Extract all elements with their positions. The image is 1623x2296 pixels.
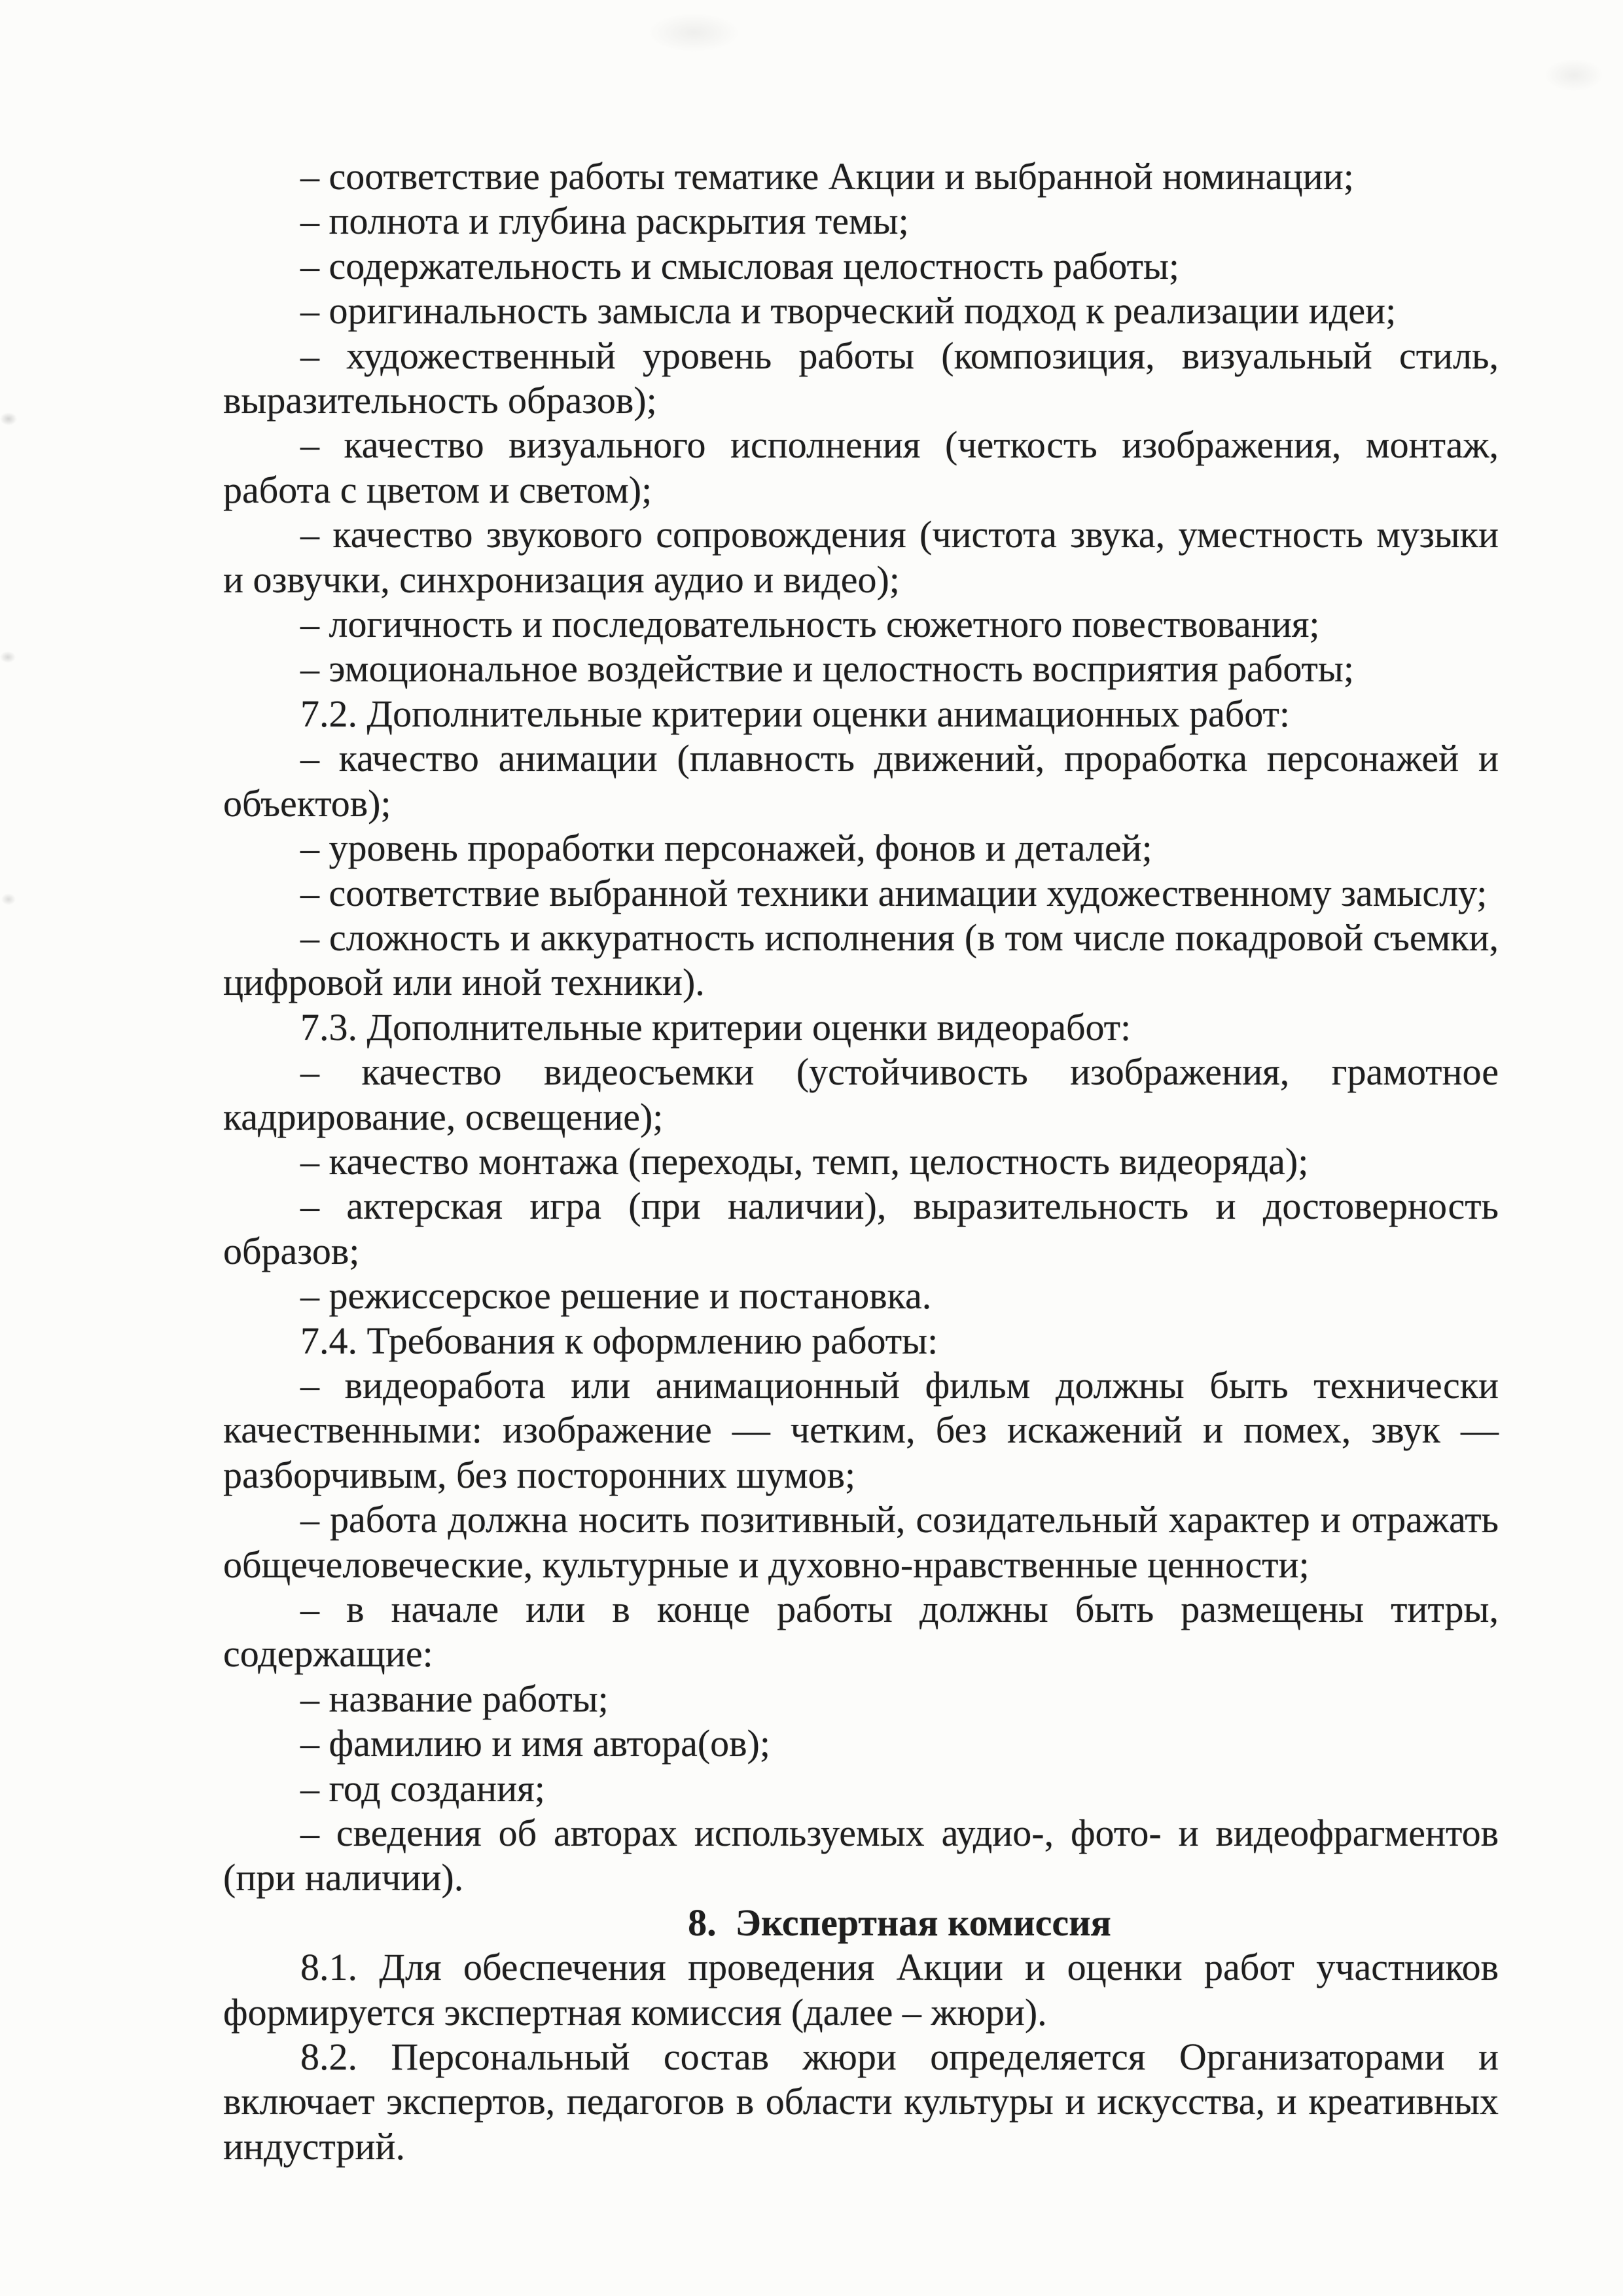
paragraph: 7.4. Требования к оформлению работы: [300,1319,938,1362]
paragraph: – фамилию и имя автора(ов); [300,1722,770,1765]
paragraph: – эмоциональное воздействие и целостность восприятия работы; [300,647,1354,691]
paragraph: – качество анимации (плавность движений, проработка персонажей и объектов); [223,737,1499,825]
paragraph: – полнота и глубина раскрытия темы; [300,200,909,243]
paragraph: – сложность и аккуратность исполнения (в том числе покадровой съемки, цифровой или иной техники). [223,916,1499,1004]
paragraph: – логичность и последовательность сюжетного повествования; [300,603,1320,646]
paragraph: 7.2. Дополнительные критерии оценки анимационных работ: [300,692,1290,735]
scan-edge-artifact [1,893,16,905]
paragraph: 8.1. Для обеспечения проведения Акции и оценки работ участников формируется экспертная комиссия (далее – жюри). [223,1946,1499,2034]
paragraph: – уровень проработки персонажей, фонов и деталей; [300,827,1152,870]
paragraph: – видеоработа или анимационный фильм должны быть технически качественными: изображение — четким, без искажений и помех, звук — разборчивым, без посторонних шумов; [223,1363,1499,1496]
scan-smudge [648,13,740,52]
scan-edge-artifact [0,412,17,425]
paragraph: – соответствие работы тематике Акции и выбранной номинации; [300,155,1354,198]
paragraph: – качество монтажа (переходы, темп, целостность видеоряда); [300,1139,1309,1183]
paragraph: – название работы; [300,1677,609,1720]
paragraph: – соответствие выбранной техники анимации художественному замыслу; [300,871,1488,914]
section-heading: 8. Экспертная комиссия [688,1901,1111,1944]
paragraph: – содержательность и смысловая целостность работы; [300,244,1180,287]
document-text [223,154,1499,2169]
paragraph: – качество звукового сопровождения (чистота звука, уместность музыки и озвучки, синхронизация аудио и видео); [223,513,1499,601]
paragraph: – оригинальность замысла и творческий подход к реализации идеи; [300,289,1397,332]
paragraph: 8.2. Персональный состав жюри определяется Организаторами и включает экспертов, педагогов в области культуры и искусства, и креативных индустрий. [223,2036,1499,2168]
paragraph: – художественный уровень работы (композиция, визуальный стиль, выразительность образов); [223,334,1499,422]
scan-smudge [1544,59,1603,92]
paragraph: 7.3. Дополнительные критерии оценки видеоработ: [300,1005,1132,1049]
paragraph: – год создания; [300,1767,545,1810]
paragraph: – сведения об авторах используемых аудио-, фото- и видеофрагментов (при наличии). [223,1812,1499,1899]
paragraph: – актерская игра (при наличии), выразительность и достоверность образов; [223,1185,1499,1272]
paragraph: – работа должна носить позитивный, созидательный характер и отражать общечеловеческие, культурные и духовно-нравственные ценности; [223,1498,1499,1586]
paragraph: – режиссерское решение и постановка. [300,1274,932,1318]
paragraph: – в начале или в конце работы должны быть размещены титры, содержащие: [223,1588,1499,1676]
paragraph: – качество визуального исполнения (четкость изображения, монтаж, работа с цветом и светом); [223,423,1499,511]
scan-edge-artifact [0,651,16,663]
paragraph: – качество видеосъемки (устойчивость изображения, грамотное кадрирование, освещение); [223,1050,1499,1138]
